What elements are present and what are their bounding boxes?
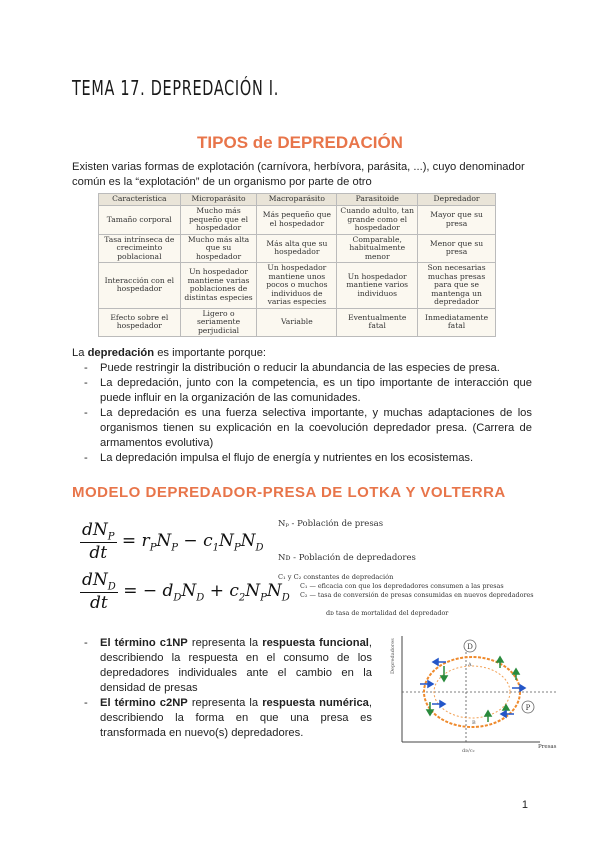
list-item: - La depredación es una fuerza selectiva importante, y muchas adaptaciones de los organismos tienen su explicación en la coevolución depredador presa. (Carrera de armamentos evolutiva) (72, 406, 532, 451)
term1-concept: respuesta funcional (262, 637, 369, 649)
importance-block (72, 346, 532, 466)
table-cell: Un hospedador mantiene unos pocos o muchos individuos de varias especies (257, 263, 337, 309)
legend-c2: C₂ — tasa de conversión de presas consumidas en nuevos depredadores (300, 591, 534, 599)
column-header: Característica (99, 194, 181, 206)
equation-predator: $\frac{dN_D}{dt}$ = − $d_DN_D + c_2N_PN_D$ (82, 570, 290, 614)
list-item (72, 636, 372, 696)
table-cell: Comparable, habitualmente menor (337, 234, 418, 263)
arrowhead (428, 681, 433, 687)
arrowhead (513, 669, 519, 674)
lead-post: es importante porque: (154, 347, 267, 359)
section-heading-tipos: TIPOS de DEPREDACIÓN (197, 133, 403, 152)
importance-list (72, 361, 532, 466)
arrowhead (441, 676, 447, 681)
list-item: - La depredación impulsa el flujo de energía y nutrientes en los ecosistemas. (72, 451, 532, 466)
arrowhead (427, 710, 433, 715)
column-header: Macroparásito (257, 194, 337, 206)
label-a: A (468, 662, 472, 668)
term2-concept: respuesta numérica (262, 697, 369, 709)
legend-np: Nₚ - Población de presas (278, 519, 384, 529)
page-number: 1 (521, 799, 528, 811)
table-cell: Eventualmente fatal (337, 308, 418, 337)
blue-arrows (420, 659, 525, 717)
arrowhead (520, 685, 525, 691)
table-cell: Ligero o seriamente perjudicial (180, 308, 257, 337)
arrowhead (497, 657, 503, 662)
row-header-cell: Tamaño corporal (99, 206, 181, 235)
table-cell: Son necesarias muchas presas para que se mantenga un depredador (418, 263, 496, 309)
table-cell: Menor que su presa (418, 234, 496, 263)
table-cell: Un hospedador mantiene varias poblaciones de distintas especies (180, 263, 257, 309)
table-row (99, 234, 496, 263)
term1-mid: representa la (187, 637, 263, 649)
importance-lead (72, 346, 532, 361)
legend-c1: C₁ — eficacia con que los depredadores consumen a las presas (300, 582, 504, 590)
phase-plane-graph (388, 632, 560, 757)
arrowhead (501, 711, 506, 717)
terms-list (72, 636, 372, 741)
column-header: Parasitoide (337, 194, 418, 206)
table-cell: Mayor que su presa (418, 206, 496, 235)
legend-consts: C₁ y C₂ constantes de depredación (278, 573, 394, 581)
legend-nd: Nᴅ - Población de depredadores (278, 553, 416, 563)
terms-block (72, 636, 372, 741)
row-header-cell: Efecto sobre el hospedador (99, 308, 181, 337)
lead-bold: depredación (87, 347, 155, 359)
term1-name: El término c1NP (100, 637, 188, 649)
section-heading-lotka-volterra: MODELO DEPREDADOR-PRESA DE LOTKA Y VOLTERRA (72, 484, 506, 501)
point-p-label: P (525, 704, 531, 712)
term2-rest: , describiendo la forma en que una presa es transformada en nuevo(s) depredadores. (100, 697, 372, 739)
row-header-cell: Interacción con el hospedador (99, 263, 181, 309)
arrowhead (440, 701, 445, 707)
table-header-row (99, 194, 496, 206)
term1-rest: , describiendo la respuesta en el consumo de los depredadores individuales ante el cambio en la densidad de presas (100, 637, 373, 694)
label-b: B (472, 720, 476, 726)
arrowhead (503, 705, 509, 710)
point-d-label: D (467, 643, 473, 651)
list-item: - La depredación, junto con la competencia, es un tipo importante de interacción que puede influir en la organización de las comunidades. (72, 376, 532, 406)
x-axis-label: Presas (538, 744, 557, 750)
table-cell: Inmediatamente fatal (418, 308, 496, 337)
legend-dd: dᴅ tasa de mortalidad del depredador (326, 609, 449, 617)
lead-pre: La (72, 347, 88, 359)
term2-name: El término c2NP (100, 697, 188, 709)
page-title: TEMA 17. DEPREDACIÓN I. (72, 76, 280, 100)
list-item: - Puede restringir la distribución o reducir la abundancia de las especies de presa. (72, 361, 532, 376)
table-row (99, 308, 496, 337)
table-cell: Variable (257, 308, 337, 337)
y-axis-label: Depredadores (390, 638, 396, 674)
table-cell: Un hospedador mantiene varios individuos (337, 263, 418, 309)
table-row (99, 206, 496, 235)
x-tick-label: dᴅ/c₂ (462, 748, 475, 754)
intro-paragraph: Existen varias formas de explotación (carnívora, herbívora, parásita, ...), cuyo denominador común es la “explotación” de un organismo por parte de otro (72, 161, 525, 188)
row-header-cell: Tasa intrínseca de crecimeinto poblacional (99, 234, 181, 263)
term2-mid: representa la (187, 697, 263, 709)
column-header: Microparásito (180, 194, 257, 206)
arrowhead (485, 711, 491, 716)
equation-prey: $\frac{dN_P}{dt}$ = $r_PN_P - c_1N_PN_D$ (82, 520, 264, 564)
table-cell: Mucho más alta que su hospedador (180, 234, 257, 263)
table-cell: Mucho más pequeño que el hospedador (180, 206, 257, 235)
table-cell: Más alta que su hospedador (257, 234, 337, 263)
table-cell: Cuando adulto, tan grande como el hospedador (337, 206, 418, 235)
column-header: Depredador (418, 194, 496, 206)
table-row (99, 263, 496, 309)
comparison-table (98, 193, 496, 337)
list-item (72, 696, 372, 741)
arrowhead (433, 659, 438, 665)
table-cell: Más pequeño que el hospedador (257, 206, 337, 235)
